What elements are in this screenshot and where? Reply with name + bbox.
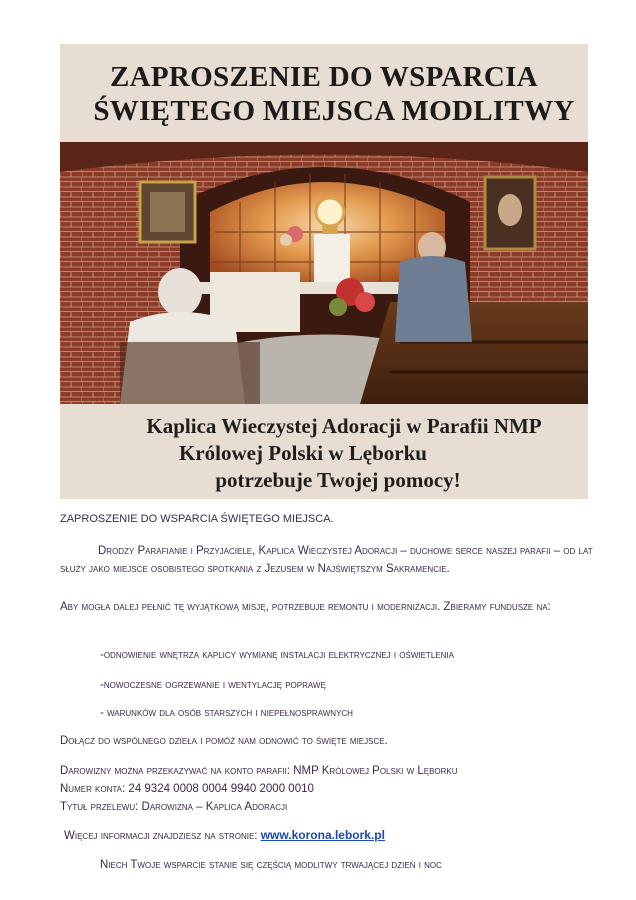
closing-text: Niech Twoje wsparcie stanie się częścią modlitwy trwającej dzień i noc xyxy=(100,859,442,871)
banner-title xyxy=(60,60,588,128)
transfer-title: Darowizna – Kaplica Adoracji xyxy=(141,801,288,813)
donation-line: Darowizny można przekazywać na konto parafii: NMP Królowej Polski w Lęborku xyxy=(60,765,458,777)
more-info-text: Więcej informacji znajdziesz na stronie: xyxy=(64,830,258,842)
list-item: -odnowienie wnętrza kaplicy wymianę instalacji elektrycznej i oświetlenia xyxy=(100,649,454,661)
website-link[interactable]: www.korona.lebork.pl xyxy=(260,828,385,842)
banner-subtitle-line: Kaplica Wieczystej Adoracji w Parafii NMP xyxy=(146,414,542,438)
intro-paragraph: Drodzy Parafianie i Przyjaciele, Kaplica Wieczystej Adoracji – duchowe serce naszej parafii – od lat służy jako miejsce osobistego spotkania z Jezusem w Najświętszym Sakramencie. xyxy=(60,545,593,575)
banner-title-line: ZAPROSZENIE DO WSPARCIA xyxy=(109,61,538,93)
transfer-line xyxy=(60,798,600,816)
banner-title-line: ŚWIĘTEGO MIEJSCA MODLITWY xyxy=(93,95,575,127)
header-banner xyxy=(60,44,588,499)
list-item: - warunków dla osób starszych i niepełnosprawnych xyxy=(100,707,353,719)
banner-subtitle-line: Królowej Polski w Lęborku xyxy=(179,441,427,465)
banner-subtitle xyxy=(60,413,588,494)
mission-paragraph: Aby mogła dalej pełnić tę wyjątkową misję, potrzebuje remontu i modernizacji. Zbieramy fundusze na: xyxy=(60,601,551,613)
more-info-line xyxy=(64,826,604,845)
account-number: 24 9324 0008 0004 9940 2000 0010 xyxy=(128,783,314,795)
list-item: -nowoczesne ogrzewanie i wentylację poprawę xyxy=(100,679,326,691)
transfer-label: Tytuł przelewu: xyxy=(60,801,139,813)
join-text: Dołącz do wspólnego dzieła i pomóż nam odnowić to święte miejsce. xyxy=(60,735,388,747)
account-label: Numer konta: xyxy=(60,783,126,795)
chapel-photo xyxy=(60,142,588,404)
body-heading: ZAPROSZENIE DO WSPARCIA ŚWIĘTEGO MIEJSCA. xyxy=(60,513,334,525)
account-line xyxy=(60,780,600,798)
chapel-illustration xyxy=(60,142,588,404)
banner-subtitle-line: potrzebuje Twojej pomocy! xyxy=(215,468,461,492)
